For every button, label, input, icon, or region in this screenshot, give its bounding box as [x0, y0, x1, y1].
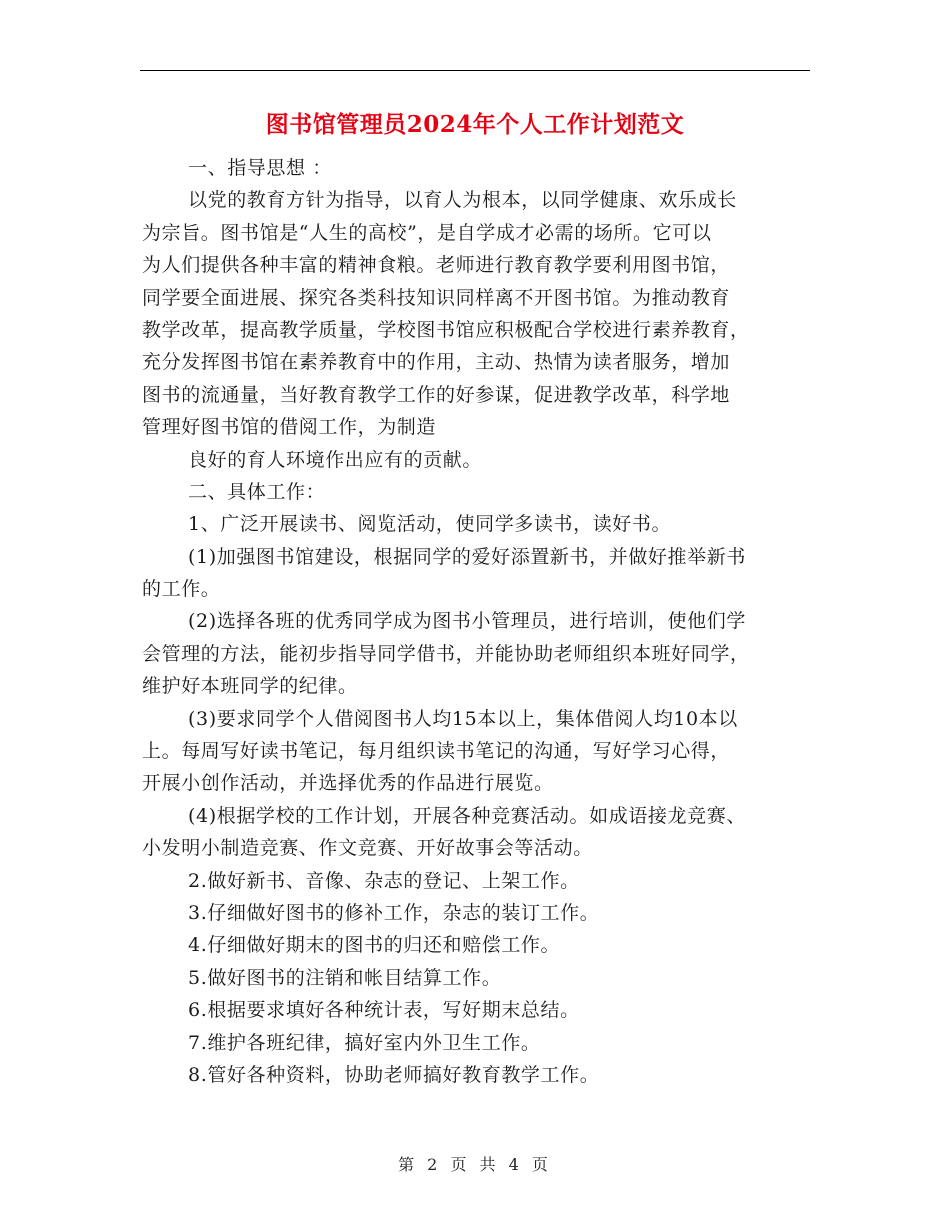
body-line: 维护好本班同学的纪律。 — [142, 675, 358, 698]
document-title: 图书馆管理员2024年个人工作计划范文 — [265, 111, 685, 138]
body-line: 教学改革，提高教学质量，学校图书馆应积极配合学校进行素养教育， — [142, 318, 750, 341]
body-line: (2)选择各班的优秀同学成为图书小管理员，进行培训，使他们学 — [188, 610, 746, 633]
header-rule — [140, 70, 810, 71]
body-line: 图书的流通量，当好教育教学工作的好参谋，促进教学改革，科学地 — [142, 383, 731, 406]
body-line: 以党的教育方针为指导，以育人为根本，以同学健康、欢乐成长 — [188, 189, 737, 212]
body-line: 会管理的方法，能初步指导同学借书，并能协助老师组织本班好同学， — [142, 642, 750, 665]
body-line: 上。每周写好读书笔记，每月组织读书笔记的沟通，写好学习心得， — [142, 740, 731, 763]
page-footer: 第 2 页 共 4 页 — [398, 1155, 552, 1174]
body-line: 1、广泛开展读书、阅览活动，使同学多读书，读好书。 — [188, 513, 672, 536]
body-line: 二、具体工作： — [188, 480, 326, 503]
body-line: 2.做好新书、音像、杂志的登记、上架工作。 — [188, 869, 580, 892]
body-line: 6.根据要求填好各种统计表，写好期末总结。 — [188, 999, 580, 1022]
document-body — [142, 152, 810, 1091]
body-line: 一、指导思想 ： — [188, 157, 332, 179]
body-line: 管理好图书馆的借阅工作，为制造 — [142, 416, 437, 439]
body-line: 同学要全面进展、探究各类科技知识同样离不开图书馆。为推动教育 — [142, 286, 731, 309]
body-line: 5.做好图书的注销和帐目结算工作。 — [188, 966, 502, 989]
body-line: 7.维护各班纪律，搞好室内外卫生工作。 — [188, 1031, 541, 1054]
body-line: 小发明小制造竞赛、作文竞赛、开好故事会等活动。 — [142, 837, 593, 860]
body-line: (4)根据学校的工作计划，开展各种竞赛活动。如成语接龙竞赛、 — [188, 804, 746, 827]
body-line: 的工作。 — [142, 578, 221, 601]
body-line: 为人们提供各种丰富的精神食粮。老师进行教育教学要利用图书馆， — [142, 254, 731, 277]
body-line: (3)要求同学个人借阅图书人均15本以上，集体借阅人均10本以 — [188, 707, 738, 730]
body-line: 3.仔细做好图书的修补工作，杂志的装订工作。 — [188, 901, 600, 924]
body-line: 充分发挥图书馆在素养教育中的作用，主动、热情为读者服务，增加 — [142, 351, 731, 374]
body-line: (1)加强图书馆建设，根据同学的爱好添置新书，并做好推举新书 — [188, 545, 746, 568]
body-line: 良好的育人环境作出应有的贡献。 — [188, 448, 483, 471]
body-line: 为宗旨。图书馆是“人生的高校”，是自学成才必需的场所。它可以 — [142, 221, 712, 244]
body-line: 8.管好各种资料，协助老师搞好教育教学工作。 — [188, 1063, 600, 1086]
body-line: 4.仔细做好期末的图书的归还和赔偿工作。 — [188, 934, 561, 957]
body-line: 开展小创作活动，并选择优秀的作品进行展览。 — [142, 772, 554, 795]
